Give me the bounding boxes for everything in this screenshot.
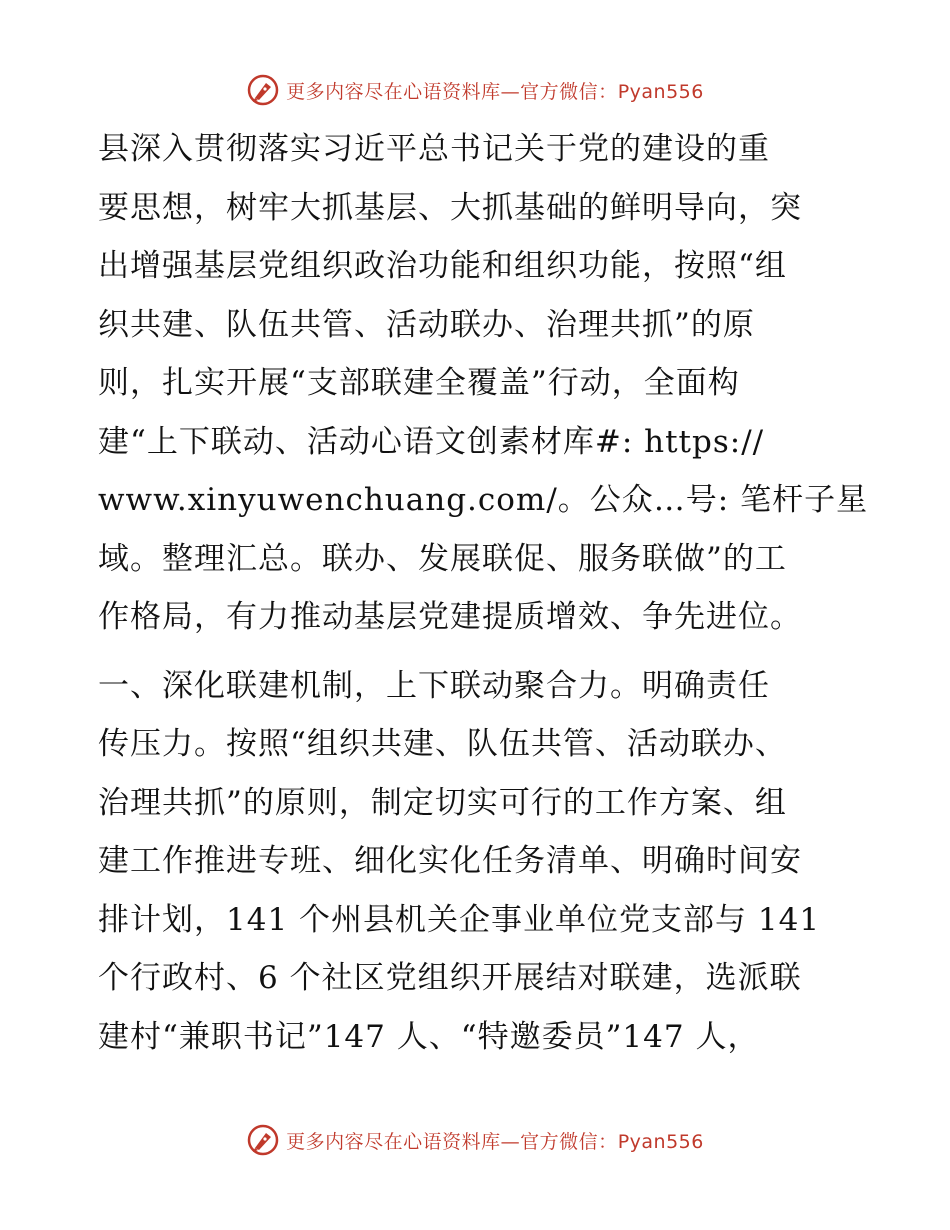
text-line: 作格局，有力推动基层党建提质增效、争先进位。 <box>98 599 802 635</box>
banner-library-text: 更多内容尽在心语资料库 <box>286 1130 501 1153</box>
text-line: 一、深化联建机制，上下联动聚合力。明确责任 <box>98 667 770 704</box>
banner-separator: — <box>500 1130 521 1153</box>
paragraph-gap <box>98 647 858 657</box>
header-banner-text <box>286 77 704 104</box>
banner-wechat-label: 官方微信： <box>520 1130 618 1153</box>
text-line: 建“上下联动、活动心语文创素材库#: https:// <box>98 423 765 460</box>
text-line: www.xinyuwenchuang.com/。公众…号: 笔杆子星 <box>98 482 869 518</box>
text-line: 传压力。按照“组织共建、队伍共管、活动联办、 <box>98 726 787 762</box>
text-line: 建工作推进专班、细化实化任务清单、明确时间安 <box>98 843 802 879</box>
text-line: 治理共抓”的原则，制定切实可行的工作方案、组 <box>98 784 787 821</box>
document-body <box>98 120 869 1066</box>
text-line: 要思想，树牢大抓基层、大抓基础的鲜明导向，突 <box>98 189 802 226</box>
text-line: 排计划，141 个州县机关企事业单位党支部与 141 <box>98 901 821 938</box>
text-line: 域。整理汇总。联办、发展联促、服务联做”的工 <box>98 540 787 577</box>
text-line: 织共建、队伍共管、活动联办、治理共抓”的原 <box>98 306 755 343</box>
header-banner <box>0 70 950 110</box>
pen-nib-logo-icon <box>246 1123 280 1157</box>
text-line: 则，扎实开展“支部联建全覆盖”行动，全面构 <box>98 365 740 401</box>
banner-library-text: 更多内容尽在心语资料库 <box>286 80 501 103</box>
banner-wechat-id: Pyan556 <box>617 1130 704 1153</box>
pen-nib-logo-icon <box>246 73 280 107</box>
banner-separator: — <box>500 80 521 103</box>
footer-banner <box>0 1120 950 1160</box>
text-line: 建村“兼职书记”147 人、“特邀委员”147 人， <box>98 1018 760 1055</box>
banner-wechat-id: Pyan556 <box>617 80 704 103</box>
paragraph-1 <box>98 120 869 647</box>
text-line: 出增强基层党组织政治功能和组织功能，按照“组 <box>98 248 787 284</box>
footer-banner-text <box>286 1127 704 1154</box>
text-line: 个行政村、6 个社区党组织开展结对联建，选派联 <box>98 960 802 996</box>
text-line: 县深入贯彻落实习近平总书记关于党的建设的重 <box>98 131 770 167</box>
banner-wechat-label: 官方微信： <box>520 80 618 103</box>
paragraph-2 <box>98 657 858 1067</box>
